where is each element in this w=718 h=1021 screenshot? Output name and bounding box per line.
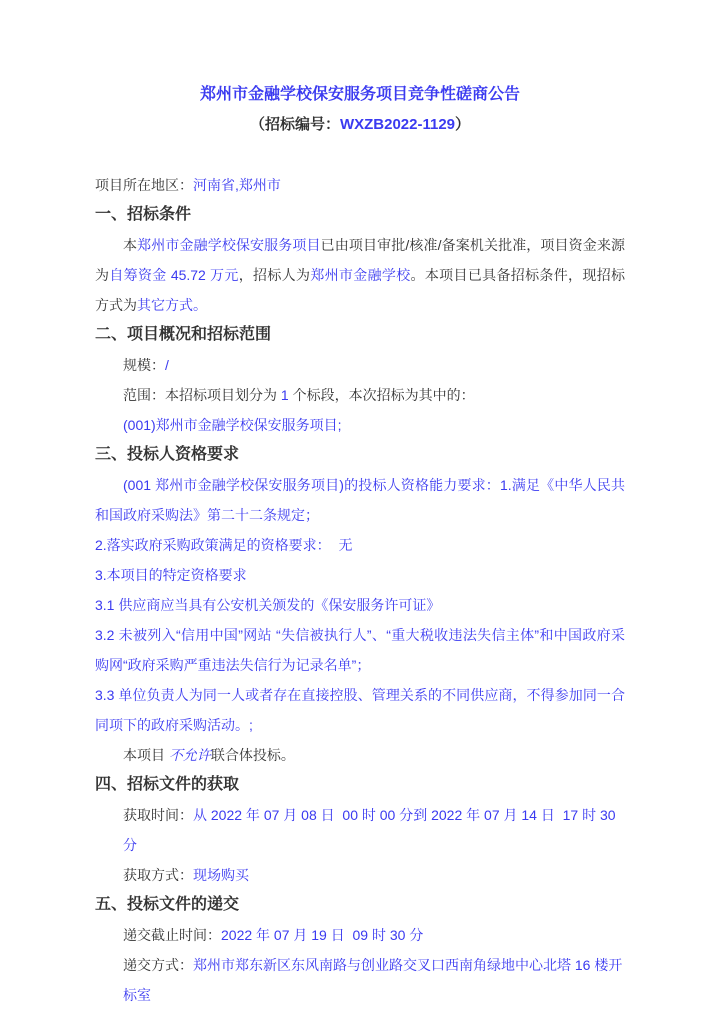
submit-deadline-value: 2022 年 07 月 19 日 09 时 30 分 xyxy=(221,927,424,943)
project-name-link: 郑州市金融学校保安服务项目 xyxy=(137,237,321,253)
qualification-requirement-3-2: 3.2 未被列入“信用中国”网站 “失信被执行人”、“重大税收违法失信主体”和中国政府采购网“政府采购严重违法失信行为记录名单”； xyxy=(95,627,625,673)
obtain-time-label: 获取时间： xyxy=(123,807,193,823)
submit-deadline-line xyxy=(95,920,625,950)
funding-amount: 自筹资金 45.72 万元 xyxy=(109,267,239,283)
qualification-requirement-1: (001 郑州市金融学校保安服务项目)的投标人资格能力要求：1.满足《中华人民共和国政府采购法》第二十二条规定； xyxy=(95,477,625,523)
text-run: 范围：本招标项目划分为 xyxy=(123,387,281,403)
document-title: 郑州市金融学校保安服务项目竞争性磋商公告 xyxy=(199,86,520,103)
section-5-heading: 五、投标文件的递交 xyxy=(95,896,240,913)
scale-line xyxy=(95,350,625,380)
text-run: ，招标人为 xyxy=(238,267,311,283)
obtain-method-label: 获取方式： xyxy=(123,867,193,883)
lot-item-line: (001)郑州市金融学校保安服务项目; xyxy=(123,417,342,433)
qualification-requirement-3: 3.本项目的特定资格要求 xyxy=(95,567,247,583)
section-1-paragraph xyxy=(95,230,625,320)
text-run: 联合体投标。 xyxy=(210,747,295,763)
scale-label: 规模： xyxy=(123,357,165,373)
section-4-heading: 四、招标文件的获取 xyxy=(95,776,240,793)
obtain-time-value: 从 2022 年 07 月 08 日 00 时 00 分到 2022 年 07 月 14 日 17 时 30 分 xyxy=(123,807,620,853)
obtain-method-value: 现场购买 xyxy=(193,867,249,883)
scope-line xyxy=(95,380,625,410)
submit-method-value: 郑州市郑东新区东风南路与创业路交叉口西南角绿地中心北塔 16 楼开标室 xyxy=(123,957,623,1003)
qualification-requirement-3-1: 3.1 供应商应当具有公安机关颁发的《保安服务许可证》 xyxy=(95,597,441,613)
obtain-method-line xyxy=(95,860,625,890)
text-run: 已由项目审批/核准/备案机关批准，项目资金来源为 xyxy=(95,237,626,283)
section-2-heading: 二、项目概况和招标范围 xyxy=(95,326,272,343)
text-run: 本项目 xyxy=(123,747,169,763)
tender-number-line xyxy=(95,110,625,140)
scale-value: / xyxy=(165,357,169,373)
text-run: 。本项目已具备招标条件，现招标方式为 xyxy=(95,267,626,313)
tender-number-label: （招标编号： xyxy=(249,116,340,133)
project-region-label: 项目所在地区： xyxy=(95,177,193,193)
joint-bid-not-allowed: 不允许 xyxy=(168,747,211,763)
tenderee-name: 郑州市金融学校 xyxy=(310,267,411,283)
text-run: 本 xyxy=(123,237,138,253)
section-3-heading: 三、投标人资格要求 xyxy=(95,446,240,463)
project-region-line xyxy=(95,170,625,200)
section-1-heading: 一、招标条件 xyxy=(95,206,192,223)
tender-number-value: WXZB2022-1129 xyxy=(339,116,456,133)
lot-count: 1 xyxy=(280,387,289,403)
text-run: 个标段，本次招标为其中的： xyxy=(288,387,475,403)
tender-number-suffix: ） xyxy=(455,116,471,133)
submit-method-line xyxy=(95,950,625,1010)
joint-bid-line xyxy=(95,740,625,770)
tender-method: 其它方式。 xyxy=(137,297,207,313)
qualification-requirement-2: 2.落实政府采购政策满足的资格要求： 无 xyxy=(95,537,353,553)
project-region-value: 河南省,郑州市 xyxy=(193,177,281,193)
obtain-time-line xyxy=(95,800,625,860)
submit-deadline-label: 递交截止时间： xyxy=(123,927,221,943)
submit-method-label: 递交方式： xyxy=(123,957,193,973)
qualification-requirement-3-3: 3.3 单位负责人为同一人或者存在直接控股、管理关系的不同供应商，不得参加同一合同项下的政府采购活动。; xyxy=(95,687,625,733)
